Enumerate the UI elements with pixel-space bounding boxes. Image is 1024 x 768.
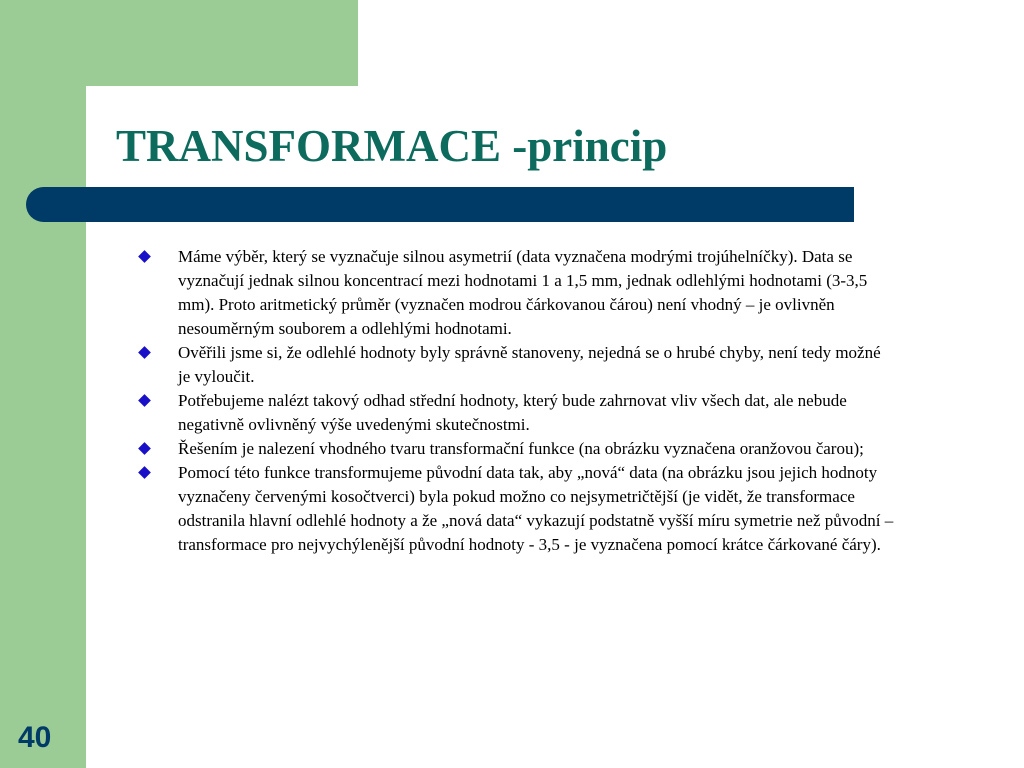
bullet-text: Máme výběr, který se vyznačuje silnou asymetrií (data vyznačena modrými trojúhelníčky). Data se vyznačují jednak silnou koncentrací mezi hodnotami 1 a 1,5 mm, jednak odlehlými hodnotami (3-3,5 mm). Proto aritmetický průměr (vyznačen modrou čárkovanou čárou) není vhodný – je ovlivněn nesouměrným souborem a odlehlými hodnotami.: [178, 247, 868, 338]
bullet-item: [136, 341, 896, 389]
bullet-text: Ověřili jsme si, že odlehlé hodnoty byly správně stanoveny, nejedná se o hrubé chyby, není tedy možné je vyloučit.: [178, 343, 881, 386]
bullet-text: Potřebujeme nalézt takový odhad střední hodnoty, který bude zahrnovat vliv všech dat, ale nebude negativně ovlivněný výše uvedenými skutečnostmi.: [178, 391, 847, 434]
diamond-icon: [138, 466, 151, 479]
bullet-item: [136, 461, 896, 557]
diamond-icon: [138, 250, 151, 263]
diamond-icon: [138, 442, 151, 455]
bullet-item: [136, 389, 896, 437]
page-number: 40: [18, 721, 52, 754]
bullet-item: [136, 245, 896, 341]
bullet-text: Řešením je nalezení vhodného tvaru transformační funkce (na obrázku vyznačena oranžovou čarou);: [178, 439, 864, 458]
slide-title: TRANSFORMACE -princip: [116, 121, 668, 171]
bullet-item: [136, 437, 896, 461]
bullet-text: Pomocí této funkce transformujeme původní data tak, aby „nová“ data (na obrázku jsou jejich hodnoty vyznačeny červenými kosočtverci) byla pokud možno co nejsymetričtější (je vidět, že transformace odstranila hlavní odlehlé hodnoty a že „nová data“ vykazují podstatně vyšší míru symetrie než původní – transformace pro nejvychýlenější původní hodnoty - 3,5 - je vyznačena pomocí krátce čárkované čáry).: [178, 463, 894, 554]
bullet-list: [136, 245, 896, 557]
diamond-icon: [138, 394, 151, 407]
diamond-icon: [138, 346, 151, 359]
green-frame-left: [0, 0, 86, 768]
title-underline-bar: [26, 187, 854, 222]
green-frame-top: [0, 0, 358, 86]
